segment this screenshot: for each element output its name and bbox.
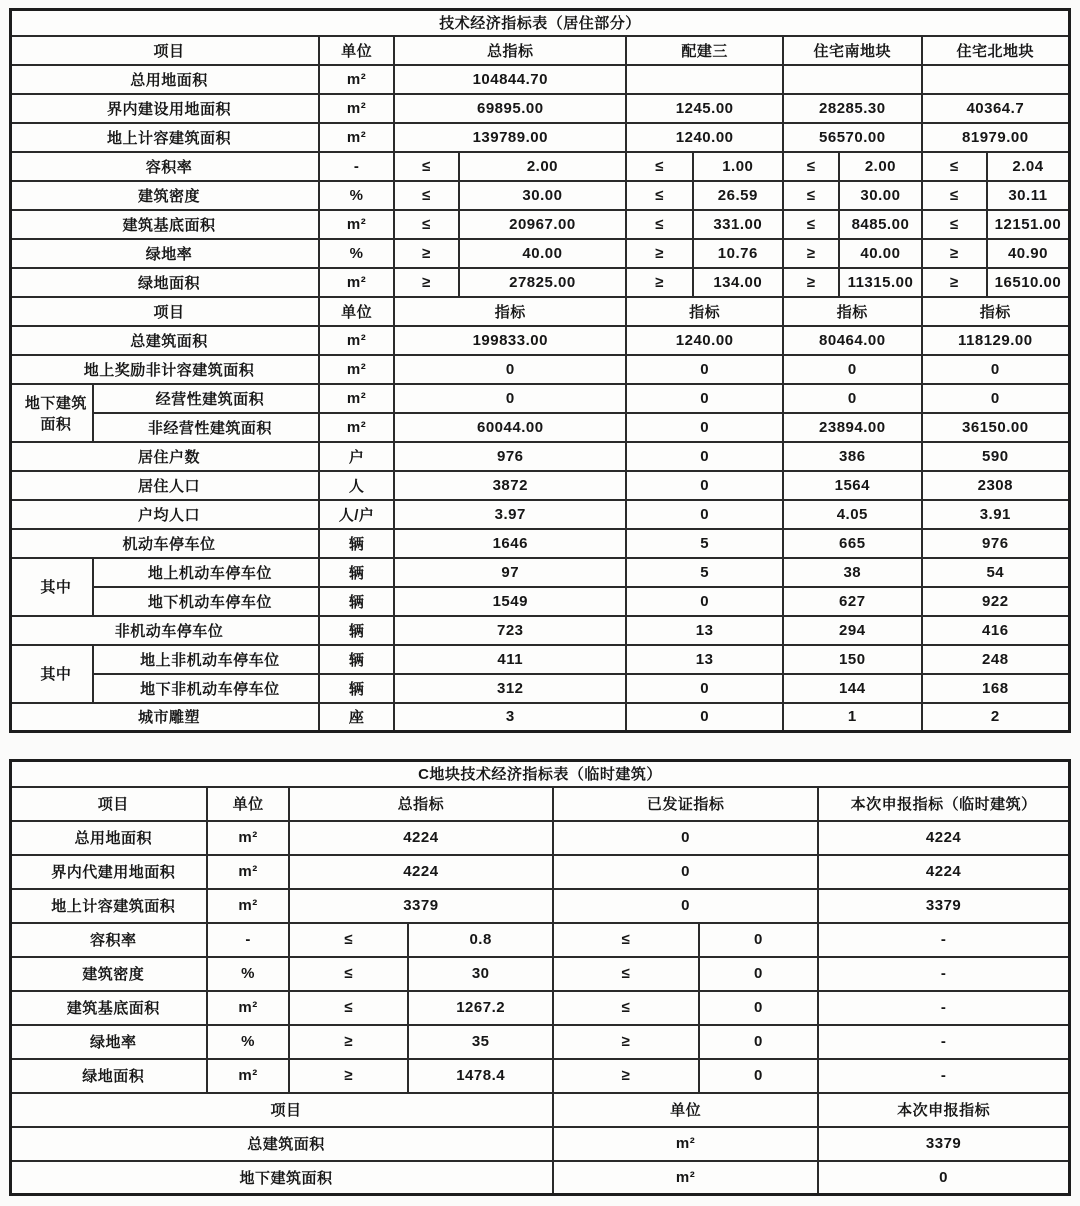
value-cell: 8485.00 xyxy=(839,210,921,239)
value-cell: 0 xyxy=(626,355,783,384)
value-cell: 0 xyxy=(699,923,819,957)
row-label: 地下非机动车停车位 xyxy=(93,674,319,703)
value-cell: 411 xyxy=(394,645,626,674)
header-row xyxy=(11,787,1070,821)
value-cell: 386 xyxy=(783,442,922,471)
unit-cell: - xyxy=(207,923,288,957)
row-label: 容积率 xyxy=(11,152,319,181)
value-cell: 0 xyxy=(699,1025,819,1059)
value-cell: 4224 xyxy=(818,821,1069,855)
operator-cell: ≤ xyxy=(626,152,692,181)
group-label: 其中 xyxy=(11,645,93,703)
value-cell: 97 xyxy=(394,558,626,587)
value-cell: 0 xyxy=(922,384,1070,413)
value-cell: 2.04 xyxy=(987,152,1070,181)
value-cell: 30.11 xyxy=(987,181,1070,210)
value-cell: 0 xyxy=(626,442,783,471)
row-label: 界内代建用地面积 xyxy=(11,855,208,889)
table-row xyxy=(11,957,1070,991)
column-header: 项目 xyxy=(11,36,319,65)
table-row xyxy=(11,587,1070,616)
unit-cell: - xyxy=(319,152,394,181)
table-row xyxy=(11,123,1070,152)
value-cell: 27825.00 xyxy=(459,268,627,297)
unit-cell: % xyxy=(207,1025,288,1059)
unit-cell: m² xyxy=(319,413,394,442)
value-cell: - xyxy=(818,1025,1069,1059)
operator-cell: ≤ xyxy=(922,210,987,239)
value-cell xyxy=(626,65,783,94)
value-cell: 30.00 xyxy=(459,181,627,210)
value-cell: 0 xyxy=(626,384,783,413)
table-row xyxy=(11,855,1070,889)
value-cell: 665 xyxy=(783,529,922,558)
operator-cell: ≥ xyxy=(626,239,692,268)
unit-cell: m² xyxy=(553,1161,818,1195)
value-cell: 294 xyxy=(783,616,922,645)
value-cell: 40.90 xyxy=(987,239,1070,268)
value-cell: 0 xyxy=(626,587,783,616)
value-cell: 312 xyxy=(394,674,626,703)
row-label: 建筑基底面积 xyxy=(11,210,319,239)
unit-cell: 户 xyxy=(319,442,394,471)
table-row xyxy=(11,1161,1070,1195)
row-label: 建筑密度 xyxy=(11,181,319,210)
table-row xyxy=(11,889,1070,923)
value-cell: 1245.00 xyxy=(626,94,783,123)
value-cell: 4.05 xyxy=(783,500,922,529)
unit-cell: m² xyxy=(319,355,394,384)
value-cell: 199833.00 xyxy=(394,326,626,355)
value-cell: 144 xyxy=(783,674,922,703)
header-row xyxy=(11,1093,1070,1127)
value-cell: 590 xyxy=(922,442,1070,471)
value-cell: 13 xyxy=(626,645,783,674)
unit-cell: 辆 xyxy=(319,616,394,645)
table-row xyxy=(11,529,1070,558)
table-row xyxy=(11,558,1070,587)
column-header: 本次申报指标（临时建筑） xyxy=(818,787,1069,821)
row-label: 地上计容建筑面积 xyxy=(11,889,208,923)
column-header: 住宅南地块 xyxy=(783,36,922,65)
operator-cell: ≤ xyxy=(783,210,839,239)
table-row xyxy=(11,645,1070,674)
unit-cell: 人/户 xyxy=(319,500,394,529)
value-cell: 11315.00 xyxy=(839,268,921,297)
operator-cell: ≤ xyxy=(553,923,699,957)
row-label: 绿地率 xyxy=(11,239,319,268)
residential-indicators-table xyxy=(9,8,1071,733)
column-header: 已发证指标 xyxy=(553,787,818,821)
unit-cell: m² xyxy=(207,821,288,855)
value-cell: 40364.7 xyxy=(922,94,1070,123)
operator-cell: ≤ xyxy=(626,210,692,239)
column-header: 指标 xyxy=(394,297,626,326)
value-cell: 20967.00 xyxy=(459,210,627,239)
row-label: 绿地率 xyxy=(11,1025,208,1059)
unit-cell: m² xyxy=(319,384,394,413)
value-cell: 80464.00 xyxy=(783,326,922,355)
operator-cell: ≤ xyxy=(783,152,839,181)
value-cell: 922 xyxy=(922,587,1070,616)
value-cell: 0 xyxy=(626,703,783,732)
plot-c-temporary-building-table xyxy=(9,759,1071,1196)
unit-cell: % xyxy=(319,239,394,268)
value-cell: 0 xyxy=(553,821,818,855)
value-cell: 0 xyxy=(553,889,818,923)
value-cell: 0 xyxy=(699,957,819,991)
value-cell: 0 xyxy=(818,1161,1069,1195)
value-cell: 1564 xyxy=(783,471,922,500)
value-cell: 1267.2 xyxy=(408,991,553,1025)
value-cell: 0 xyxy=(699,991,819,1025)
value-cell: 2 xyxy=(922,703,1070,732)
column-header: 单位 xyxy=(319,36,394,65)
row-label: 绿地面积 xyxy=(11,1059,208,1093)
value-cell: 3.91 xyxy=(922,500,1070,529)
value-cell: 1.00 xyxy=(693,152,783,181)
value-cell: 40.00 xyxy=(459,239,627,268)
operator-cell: ≥ xyxy=(783,268,839,297)
table-row xyxy=(11,384,1070,413)
value-cell: 36150.00 xyxy=(922,413,1070,442)
value-cell: 168 xyxy=(922,674,1070,703)
value-cell: 2.00 xyxy=(839,152,921,181)
table-gap xyxy=(9,733,1071,759)
column-header: 本次申报指标 xyxy=(818,1093,1069,1127)
column-header: 单位 xyxy=(553,1093,818,1127)
table-title-row xyxy=(11,10,1070,36)
value-cell: - xyxy=(818,1059,1069,1093)
operator-cell: ≥ xyxy=(922,239,987,268)
row-label: 总用地面积 xyxy=(11,65,319,94)
unit-cell: m² xyxy=(207,1059,288,1093)
operator-cell: ≥ xyxy=(394,239,458,268)
row-label: 建筑密度 xyxy=(11,957,208,991)
value-cell: 3379 xyxy=(289,889,553,923)
row-label: 经营性建筑面积 xyxy=(93,384,319,413)
value-cell: 3.97 xyxy=(394,500,626,529)
table-row xyxy=(11,703,1070,732)
column-header: 住宅北地块 xyxy=(922,36,1070,65)
table-row xyxy=(11,442,1070,471)
operator-cell: ≤ xyxy=(922,152,987,181)
table-row xyxy=(11,1025,1070,1059)
row-label: 地上奖励非计容建筑面积 xyxy=(11,355,319,384)
row-label: 总建筑面积 xyxy=(11,1127,553,1161)
value-cell: - xyxy=(818,923,1069,957)
column-header: 总指标 xyxy=(394,36,626,65)
unit-cell: 辆 xyxy=(319,587,394,616)
value-cell: 2.00 xyxy=(459,152,627,181)
table-title: C地块技术经济指标表（临时建筑） xyxy=(11,761,1070,787)
value-cell: 1 xyxy=(783,703,922,732)
table-row xyxy=(11,210,1070,239)
group-label: 其中 xyxy=(11,558,93,616)
value-cell: 3379 xyxy=(818,889,1069,923)
table-row xyxy=(11,152,1070,181)
operator-cell: ≤ xyxy=(783,181,839,210)
operator-cell: ≥ xyxy=(394,268,458,297)
value-cell: 104844.70 xyxy=(394,65,626,94)
value-cell: 976 xyxy=(922,529,1070,558)
table-row xyxy=(11,65,1070,94)
value-cell: 3 xyxy=(394,703,626,732)
column-header: 单位 xyxy=(207,787,288,821)
column-header: 项目 xyxy=(11,297,319,326)
value-cell: 38 xyxy=(783,558,922,587)
column-header: 配建三 xyxy=(626,36,783,65)
value-cell: 1478.4 xyxy=(408,1059,553,1093)
group-label: 地下建筑面积 xyxy=(11,384,93,442)
value-cell: 0 xyxy=(783,384,922,413)
column-header: 指标 xyxy=(783,297,922,326)
value-cell: 118129.00 xyxy=(922,326,1070,355)
unit-cell: 辆 xyxy=(319,674,394,703)
table-title-row xyxy=(11,761,1070,787)
operator-cell: ≤ xyxy=(553,957,699,991)
value-cell: 30.00 xyxy=(839,181,921,210)
table-row xyxy=(11,1059,1070,1093)
value-cell: 54 xyxy=(922,558,1070,587)
row-label: 地下机动车停车位 xyxy=(93,587,319,616)
value-cell: 1549 xyxy=(394,587,626,616)
value-cell: 35 xyxy=(408,1025,553,1059)
value-cell: 26.59 xyxy=(693,181,783,210)
operator-cell: ≤ xyxy=(553,991,699,1025)
row-label: 地上非机动车停车位 xyxy=(93,645,319,674)
operator-cell: ≤ xyxy=(626,181,692,210)
value-cell: 13 xyxy=(626,616,783,645)
value-cell: 81979.00 xyxy=(922,123,1070,152)
value-cell: 30 xyxy=(408,957,553,991)
row-label: 非机动车停车位 xyxy=(11,616,319,645)
table-row xyxy=(11,1127,1070,1161)
value-cell: 4224 xyxy=(289,821,553,855)
value-cell: 5 xyxy=(626,558,783,587)
value-cell: 0 xyxy=(626,413,783,442)
header-row xyxy=(11,297,1070,326)
value-cell: 331.00 xyxy=(693,210,783,239)
value-cell: 2308 xyxy=(922,471,1070,500)
row-label: 地上计容建筑面积 xyxy=(11,123,319,152)
value-cell: 134.00 xyxy=(693,268,783,297)
unit-cell: 座 xyxy=(319,703,394,732)
operator-cell: ≥ xyxy=(289,1025,409,1059)
value-cell: 56570.00 xyxy=(783,123,922,152)
operator-cell: ≥ xyxy=(289,1059,409,1093)
operator-cell: ≥ xyxy=(783,239,839,268)
table-row xyxy=(11,821,1070,855)
unit-cell: % xyxy=(319,181,394,210)
table-row xyxy=(11,181,1070,210)
value-cell: 0 xyxy=(394,384,626,413)
unit-cell: m² xyxy=(319,94,394,123)
row-label: 城市雕塑 xyxy=(11,703,319,732)
operator-cell: ≥ xyxy=(626,268,692,297)
row-label: 居住户数 xyxy=(11,442,319,471)
column-header: 指标 xyxy=(922,297,1070,326)
column-header: 单位 xyxy=(319,297,394,326)
table-row xyxy=(11,94,1070,123)
operator-cell: ≤ xyxy=(289,923,409,957)
value-cell: 69895.00 xyxy=(394,94,626,123)
table-title: 技术经济指标表（居住部分） xyxy=(11,10,1070,36)
unit-cell: m² xyxy=(207,855,288,889)
table-row xyxy=(11,923,1070,957)
operator-cell: ≤ xyxy=(394,210,458,239)
row-label: 户均人口 xyxy=(11,500,319,529)
value-cell: 0 xyxy=(783,355,922,384)
row-label: 机动车停车位 xyxy=(11,529,319,558)
table-row xyxy=(11,239,1070,268)
value-cell: 1240.00 xyxy=(626,326,783,355)
unit-cell: m² xyxy=(319,210,394,239)
unit-cell: m² xyxy=(207,889,288,923)
table-row xyxy=(11,268,1070,297)
value-cell: 0 xyxy=(626,500,783,529)
value-cell: 248 xyxy=(922,645,1070,674)
column-header: 项目 xyxy=(11,787,208,821)
value-cell: 0 xyxy=(394,355,626,384)
value-cell: 3872 xyxy=(394,471,626,500)
operator-cell: ≥ xyxy=(553,1025,699,1059)
row-label: 总用地面积 xyxy=(11,821,208,855)
value-cell: 0 xyxy=(922,355,1070,384)
value-cell: 1646 xyxy=(394,529,626,558)
table-row xyxy=(11,326,1070,355)
row-label: 地下建筑面积 xyxy=(11,1161,553,1195)
row-label: 非经营性建筑面积 xyxy=(93,413,319,442)
unit-cell: m² xyxy=(207,991,288,1025)
value-cell: 416 xyxy=(922,616,1070,645)
row-label: 绿地面积 xyxy=(11,268,319,297)
table-row xyxy=(11,471,1070,500)
operator-cell: ≥ xyxy=(553,1059,699,1093)
table-row xyxy=(11,500,1070,529)
value-cell: - xyxy=(818,957,1069,991)
value-cell: 10.76 xyxy=(693,239,783,268)
unit-cell: 辆 xyxy=(319,558,394,587)
value-cell: 150 xyxy=(783,645,922,674)
column-header: 指标 xyxy=(626,297,783,326)
value-cell: 0 xyxy=(553,855,818,889)
unit-cell: 辆 xyxy=(319,645,394,674)
operator-cell: ≤ xyxy=(922,181,987,210)
table-row xyxy=(11,616,1070,645)
value-cell: 627 xyxy=(783,587,922,616)
table-row xyxy=(11,413,1070,442)
column-header: 总指标 xyxy=(289,787,553,821)
value-cell xyxy=(783,65,922,94)
operator-cell: ≤ xyxy=(289,957,409,991)
row-label: 总建筑面积 xyxy=(11,326,319,355)
operator-cell: ≤ xyxy=(289,991,409,1025)
value-cell: 0 xyxy=(626,674,783,703)
value-cell: 16510.00 xyxy=(987,268,1070,297)
unit-cell: m² xyxy=(553,1127,818,1161)
value-cell: 0 xyxy=(699,1059,819,1093)
value-cell: 4224 xyxy=(818,855,1069,889)
row-label: 建筑基底面积 xyxy=(11,991,208,1025)
value-cell: 40.00 xyxy=(839,239,921,268)
table-row xyxy=(11,674,1070,703)
operator-cell: ≤ xyxy=(394,181,458,210)
value-cell: 0.8 xyxy=(408,923,553,957)
table-row xyxy=(11,355,1070,384)
row-label: 地上机动车停车位 xyxy=(93,558,319,587)
value-cell: 60044.00 xyxy=(394,413,626,442)
unit-cell: 人 xyxy=(319,471,394,500)
value-cell: 976 xyxy=(394,442,626,471)
value-cell: 28285.30 xyxy=(783,94,922,123)
value-cell: 723 xyxy=(394,616,626,645)
row-label: 居住人口 xyxy=(11,471,319,500)
unit-cell: m² xyxy=(319,123,394,152)
value-cell: 12151.00 xyxy=(987,210,1070,239)
column-header: 项目 xyxy=(11,1093,553,1127)
table-row xyxy=(11,991,1070,1025)
unit-cell: 辆 xyxy=(319,529,394,558)
value-cell: 3379 xyxy=(818,1127,1069,1161)
value-cell: 139789.00 xyxy=(394,123,626,152)
value-cell: 0 xyxy=(626,471,783,500)
unit-cell: m² xyxy=(319,326,394,355)
unit-cell: m² xyxy=(319,268,394,297)
operator-cell: ≤ xyxy=(394,152,458,181)
value-cell: 1240.00 xyxy=(626,123,783,152)
unit-cell: m² xyxy=(319,65,394,94)
value-cell: 5 xyxy=(626,529,783,558)
unit-cell: % xyxy=(207,957,288,991)
value-cell: - xyxy=(818,991,1069,1025)
row-label: 界内建设用地面积 xyxy=(11,94,319,123)
value-cell xyxy=(922,65,1070,94)
value-cell: 4224 xyxy=(289,855,553,889)
operator-cell: ≥ xyxy=(922,268,987,297)
value-cell: 23894.00 xyxy=(783,413,922,442)
header-row xyxy=(11,36,1070,65)
row-label: 容积率 xyxy=(11,923,208,957)
